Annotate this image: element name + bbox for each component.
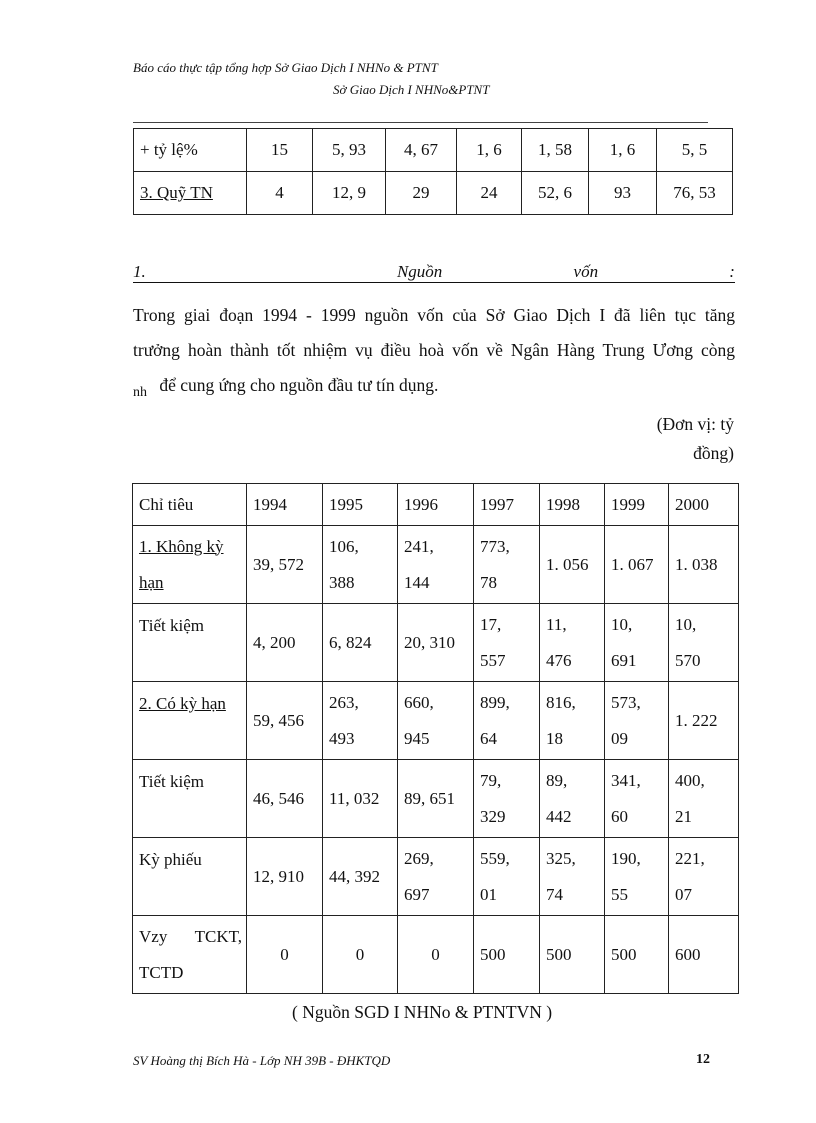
table-cell xyxy=(247,916,323,994)
table-cell xyxy=(323,760,398,838)
table-cell: 1, 6 xyxy=(589,129,657,172)
header-row xyxy=(133,484,739,526)
table-cell xyxy=(669,604,739,682)
row-label-line: hạn xyxy=(139,572,164,592)
paragraph-line: trưởng hoàn thành tốt nhiệm vụ điều hoà vốn về Ngân Hàng Trung Ương còng xyxy=(133,340,735,360)
footer-class: Lớp NH 39B - ĐHKTQD xyxy=(259,1053,391,1068)
table-cell: 5, 93 xyxy=(313,129,386,172)
column-header: Chỉ tiêu xyxy=(133,484,247,526)
row-label-line: Vzy TCKT, xyxy=(139,926,242,946)
table-cell xyxy=(474,526,540,604)
cell-line: 442 xyxy=(546,806,572,826)
cell-line: 341, xyxy=(611,770,641,790)
paragraph-text: để cung ứng cho nguồn đầu tư tín dụng. xyxy=(159,375,439,395)
table-cell xyxy=(540,838,605,916)
table-cell xyxy=(605,526,669,604)
cell-line: 557 xyxy=(480,650,506,670)
cell-line: 269, xyxy=(404,848,434,868)
intro-paragraph xyxy=(133,298,735,405)
cell-line: 89, 651 xyxy=(404,788,455,808)
paragraph-line: Trong giai đoạn 1994 - 1999 nguồn vốn của Sở Giao Dịch I đã liên tục tăng xyxy=(133,305,735,325)
table-cell xyxy=(323,526,398,604)
table-cell xyxy=(398,838,474,916)
cell-line: 11, xyxy=(546,614,567,634)
header-divider xyxy=(133,122,708,123)
table-row xyxy=(133,838,739,916)
cell-line: 12, 910 xyxy=(253,866,304,886)
table-row xyxy=(133,526,739,604)
column-header: 1998 xyxy=(540,484,605,526)
cell-line: 263, xyxy=(329,692,359,712)
table-cell xyxy=(540,682,605,760)
row-label xyxy=(133,526,247,604)
cell-line: 190, xyxy=(611,848,641,868)
table-row xyxy=(133,604,739,682)
cell-line: 78 xyxy=(480,572,497,592)
table-cell: 4 xyxy=(247,172,313,215)
cell-line: 945 xyxy=(404,728,430,748)
section-word-1: Nguồn xyxy=(396,262,443,281)
section-heading xyxy=(133,262,735,283)
cell-line: 500 xyxy=(480,944,506,964)
report-header-subtitle: Sở Giao Dịch I NHNo&PTNT xyxy=(333,82,490,97)
table-cell: 29 xyxy=(386,172,457,215)
cell-line: 4, 200 xyxy=(253,632,296,652)
table-cell xyxy=(605,604,669,682)
column-header: 1999 xyxy=(605,484,669,526)
footer-author-name: SV Hoàng thị Bích Hà - xyxy=(133,1053,260,1068)
cell-line: 329 xyxy=(480,806,506,826)
table-cell xyxy=(605,760,669,838)
column-header: 1994 xyxy=(247,484,323,526)
table-row xyxy=(133,916,739,994)
table-cell xyxy=(474,604,540,682)
cell-line: 1. 067 xyxy=(611,554,654,574)
cell-line: 44, 392 xyxy=(329,866,380,886)
cell-line: 0 xyxy=(355,944,365,964)
table-row xyxy=(134,172,733,215)
cell-line: 221, xyxy=(675,848,705,868)
row-label: + tỷ lệ% xyxy=(134,129,247,172)
table-cell xyxy=(669,838,739,916)
table-cell: 12, 9 xyxy=(313,172,386,215)
cell-line: 59, 456 xyxy=(253,710,304,730)
cell-line: 691 xyxy=(611,650,637,670)
report-header-title: Báo cáo thực tập tổng hợp Sở Giao Dịch I NHNo & PTNT xyxy=(133,60,438,75)
column-header: 2000 xyxy=(669,484,739,526)
cell-line: 09 xyxy=(611,728,628,748)
cell-line: 21 xyxy=(675,806,692,826)
table-cell xyxy=(398,682,474,760)
table-cell: 4, 67 xyxy=(386,129,457,172)
table-cell xyxy=(474,916,540,994)
table-cell xyxy=(669,682,739,760)
footer-author xyxy=(133,1053,390,1069)
cell-line: 89, xyxy=(546,770,568,790)
table-cell: 15 xyxy=(247,129,313,172)
table-cell xyxy=(247,682,323,760)
cell-line: 388 xyxy=(329,572,355,592)
table-cell: 24 xyxy=(457,172,522,215)
table-cell xyxy=(323,838,398,916)
table-cell xyxy=(323,916,398,994)
cell-line: 10, xyxy=(611,614,633,634)
table-cell: 5, 5 xyxy=(657,129,733,172)
cell-line: 46, 546 xyxy=(253,788,304,808)
cell-line: 773, xyxy=(480,536,510,556)
table-cell xyxy=(669,760,739,838)
cell-line: 20, 310 xyxy=(404,632,455,652)
table-cell xyxy=(398,760,474,838)
column-header: 1996 xyxy=(398,484,474,526)
cell-line: 6, 824 xyxy=(329,632,372,652)
cell-line: 476 xyxy=(546,650,572,670)
table-cell: 1, 58 xyxy=(522,129,589,172)
cell-line: 573, xyxy=(611,692,641,712)
cell-line: 400, xyxy=(675,770,705,790)
table-cell xyxy=(605,682,669,760)
table-cell xyxy=(247,604,323,682)
paragraph-line xyxy=(133,368,735,405)
cell-line: 660, xyxy=(404,692,434,712)
unit-note xyxy=(657,414,734,464)
cell-line: 79, xyxy=(480,770,502,790)
table-cell xyxy=(247,838,323,916)
table-cell xyxy=(398,604,474,682)
cell-line: 816, xyxy=(546,692,576,712)
row-label-line: Tiết kiệm xyxy=(139,772,205,791)
table-row xyxy=(133,760,739,838)
unit-note-line: (Đơn vị: tỷ xyxy=(656,414,734,434)
table-cell xyxy=(540,760,605,838)
table-cell xyxy=(398,526,474,604)
row-label-line: 2. Có kỳ hạn xyxy=(139,694,226,713)
table-cell xyxy=(247,760,323,838)
cell-line: 106, xyxy=(329,536,359,556)
cell-line: 493 xyxy=(329,728,355,748)
cell-line: 0 xyxy=(280,944,289,964)
row-label-text: 3. Quỹ TN xyxy=(140,183,213,202)
table-cell xyxy=(474,838,540,916)
row-label xyxy=(134,172,247,215)
cell-line: 600 xyxy=(675,944,701,964)
cell-line: 144 xyxy=(404,572,430,592)
row-label xyxy=(133,760,247,838)
table-cell xyxy=(669,916,739,994)
cell-line: 74 xyxy=(546,884,563,904)
cell-line: 1. 222 xyxy=(675,710,718,730)
cell-line: 07 xyxy=(675,884,692,904)
row-label xyxy=(133,682,247,760)
cell-line: 17, xyxy=(480,614,502,634)
capital-table xyxy=(132,483,739,994)
cell-line: 11, 032 xyxy=(329,788,380,808)
section-colon: : xyxy=(729,262,735,281)
table-cell xyxy=(540,604,605,682)
cell-line: 899, xyxy=(480,692,510,712)
cell-line: 18 xyxy=(546,728,563,748)
cell-line: 570 xyxy=(675,650,701,670)
cell-line: 1. 056 xyxy=(546,554,589,574)
cell-line: 01 xyxy=(480,884,497,904)
cell-line: 60 xyxy=(611,806,628,826)
cell-line: 1. 038 xyxy=(675,554,718,574)
cell-line: 500 xyxy=(611,944,637,964)
column-header: 1997 xyxy=(474,484,540,526)
row-label-line: TCTD xyxy=(139,962,184,982)
cell-line: 325, xyxy=(546,848,576,868)
table-cell xyxy=(605,838,669,916)
table-row xyxy=(134,129,733,172)
table-cell: 52, 6 xyxy=(522,172,589,215)
table-row xyxy=(133,682,739,760)
table-cell xyxy=(540,916,605,994)
table-cell: 93 xyxy=(589,172,657,215)
table-body xyxy=(133,526,739,994)
unit-note-line: đồng) xyxy=(693,443,734,463)
row-label xyxy=(133,604,247,682)
cell-line: 55 xyxy=(611,884,628,904)
table-cell xyxy=(669,526,739,604)
row-label-line: Tiết kiệm xyxy=(139,616,205,635)
table-cell xyxy=(247,526,323,604)
table-cell xyxy=(474,760,540,838)
cell-line: 500 xyxy=(546,944,572,964)
cell-line: 697 xyxy=(404,884,430,904)
table-cell xyxy=(323,682,398,760)
table-cell xyxy=(540,526,605,604)
cell-line: 0 xyxy=(431,944,440,964)
cell-line: 10, xyxy=(675,614,697,634)
table-cell xyxy=(474,682,540,760)
cell-line: 559, xyxy=(480,848,510,868)
paragraph-fragment: nh xyxy=(133,385,147,400)
continued-table xyxy=(133,128,733,215)
table-cell xyxy=(323,604,398,682)
table-cell xyxy=(398,916,474,994)
table-cell: 1, 6 xyxy=(457,129,522,172)
row-label xyxy=(133,838,247,916)
source-note: ( Nguồn SGD I NHNo & PTNTVN ) xyxy=(292,1002,553,1022)
page-number: 12 xyxy=(696,1052,710,1067)
column-header: 1995 xyxy=(323,484,398,526)
row-label xyxy=(133,916,247,994)
section-number: 1. xyxy=(133,262,146,281)
cell-line: 39, 572 xyxy=(253,554,304,574)
cell-line: 64 xyxy=(480,728,497,748)
row-label-line: 1. Không kỳ xyxy=(139,536,224,556)
section-word-2: vốn xyxy=(573,262,599,281)
cell-line: 241, xyxy=(404,536,434,556)
table-cell xyxy=(605,916,669,994)
row-label-line: Kỳ phiếu xyxy=(139,850,202,869)
table-cell: 76, 53 xyxy=(657,172,733,215)
